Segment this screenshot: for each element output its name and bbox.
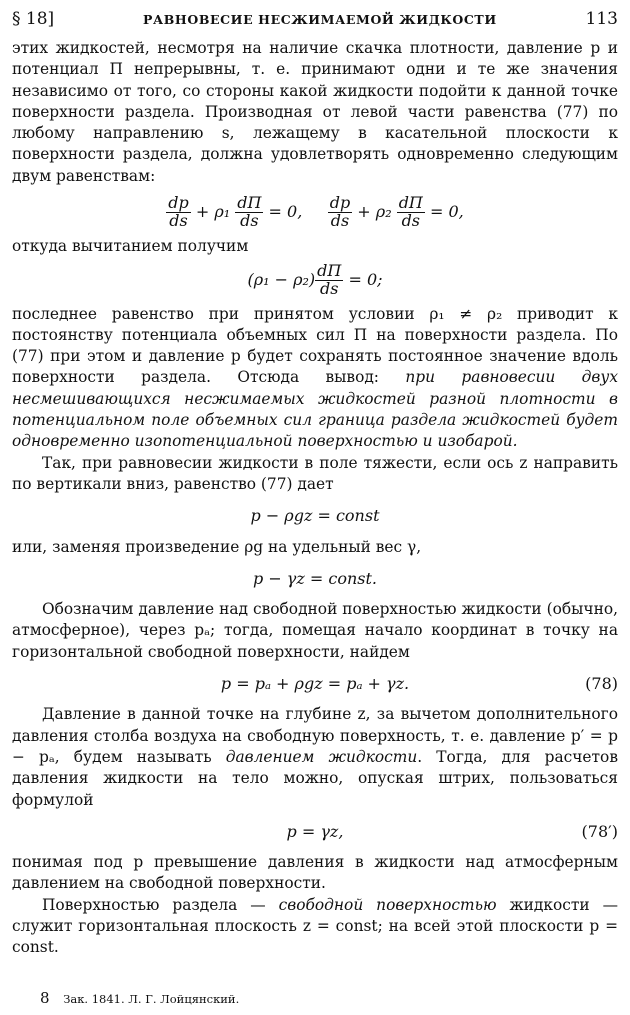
page-body bbox=[12, 38, 618, 959]
running-title: РАВНОВЕСИЕ НЕСЖИМАЕМОЙ ЖИДКОСТИ bbox=[142, 11, 497, 27]
paragraph-2: откуда вычитанием получим bbox=[12, 236, 249, 255]
page-footer bbox=[40, 989, 239, 1007]
page-number: 113 bbox=[585, 9, 618, 29]
equation-number-78: (78) bbox=[585, 674, 618, 694]
equation-78-prime: p = γz, (78′) bbox=[286, 821, 618, 841]
fraction-dpi-ds-3: $\frac{d\Pi}{ds}$ bbox=[317, 260, 342, 298]
paragraph-9: Поверхностью раздела — свободной поверхностью жидкости — служит горизонтальная плоскость z = const; на всей этой плоскости p = const. bbox=[12, 895, 618, 957]
fraction-dpi-ds-2: $\frac{d\Pi}{ds}$ bbox=[398, 193, 423, 230]
equation-pair: $\frac{dp}{ds}$ + ρ₁ $\frac{d\Pi}{ds}$ = 0, $\frac{dp}{ds}$ + ρ₂ $\frac{d\Pi}{ds}$ = 0, bbox=[168, 193, 464, 230]
paragraph-8: понимая под p превышение давления в жидкости над атмосферным давлением на свободной поверхности. bbox=[12, 853, 618, 893]
paragraph-1: этих жидкостей, несмотря на наличие скачка плотности, давление p и потенциал Π непрерывны, т. е. принимают одни и те же значения независимо от того, со стороны какой жидкости подойти к данной точке поверхности раздела. Производная от левой части равенства (77) по любому направлению s, лежащему в касательной плоскости к поверхности раздела, должна удовлетворять одновременно следующим двум равенствам: bbox=[12, 39, 618, 185]
paragraph-4: Так, при равновесии жидкости в поле тяжести, если ось z направить по вертикали вниз, равенство (77) дает bbox=[12, 453, 618, 493]
equation-78: p = pₐ + ρgz = pₐ + γz. (78) bbox=[220, 674, 618, 694]
equation-difference: (ρ₁ − ρ₂) $\frac{d\Pi}{ds}$ = 0; bbox=[247, 260, 383, 298]
paragraph-3: последнее равенство при принятом условии ρ₁ ≠ ρ₂ приводит к постоянству потенциала объемных сил Π на поверхности раздела. По (77) при этом и давление p будет сохранять постоянное значение вдоль поверхности раздела. Отсюда вывод: при равновесии двух несмешивающихся несжимаемых жидкостей разной плотности в потенциальном поле объемных сил граница раздела жидкостей будет одновременно изопотенциальной поверхностью и изобарой. bbox=[12, 304, 618, 451]
paragraph-5: или, заменяя произведение ρg на удельный вес γ, bbox=[12, 537, 422, 556]
fraction-dpi-ds-1: $\frac{d\Pi}{ds}$ bbox=[237, 193, 262, 230]
equation-number-78-prime: (78′) bbox=[581, 821, 618, 841]
imprint: Зак. 1841. Л. Г. Лойцянский. bbox=[63, 992, 240, 1006]
free-surface-italic: свободной поверхностью bbox=[278, 895, 497, 914]
fraction-dp-ds-2: $\frac{dp}{ds}$ bbox=[329, 193, 351, 230]
equation-gravity: p − ρgz = const bbox=[250, 506, 380, 526]
fraction-dp-ds-1: $\frac{dp}{ds}$ bbox=[168, 193, 189, 230]
running-header bbox=[12, 6, 618, 32]
paragraph-6: Обозначим давление над свободной поверхностью жидкости (обычно, атмосферное), через pₐ; тогда, помещая начало координат в точку на горизонтальной свободной поверхности, найдем bbox=[12, 600, 618, 661]
paragraph-7: Давление в данной точке на глубине z, за вычетом дополнительного давления столба воздуха на свободную поверхность, т. е. давление p′ = p − pₐ, будем называть давлением жидкости. Тогда, для расчетов давления жидкости на тело можно, опуская штрих, пользоваться формулой bbox=[12, 705, 618, 809]
term-italic: давлением жидкости bbox=[225, 747, 418, 766]
section-marker: § 18] bbox=[12, 9, 55, 29]
equation-specific-weight: p − γz = const. bbox=[252, 568, 377, 588]
sheet-number: 8 bbox=[40, 989, 50, 1007]
conclusion-italic: при равновесии двух несмешивающихся несжимаемых жидкостей разной плотности в потенциальном поле объемных сил граница раздела жидкостей будет одновременно изопотенциальной поверхностью и изобарой. bbox=[12, 368, 618, 451]
